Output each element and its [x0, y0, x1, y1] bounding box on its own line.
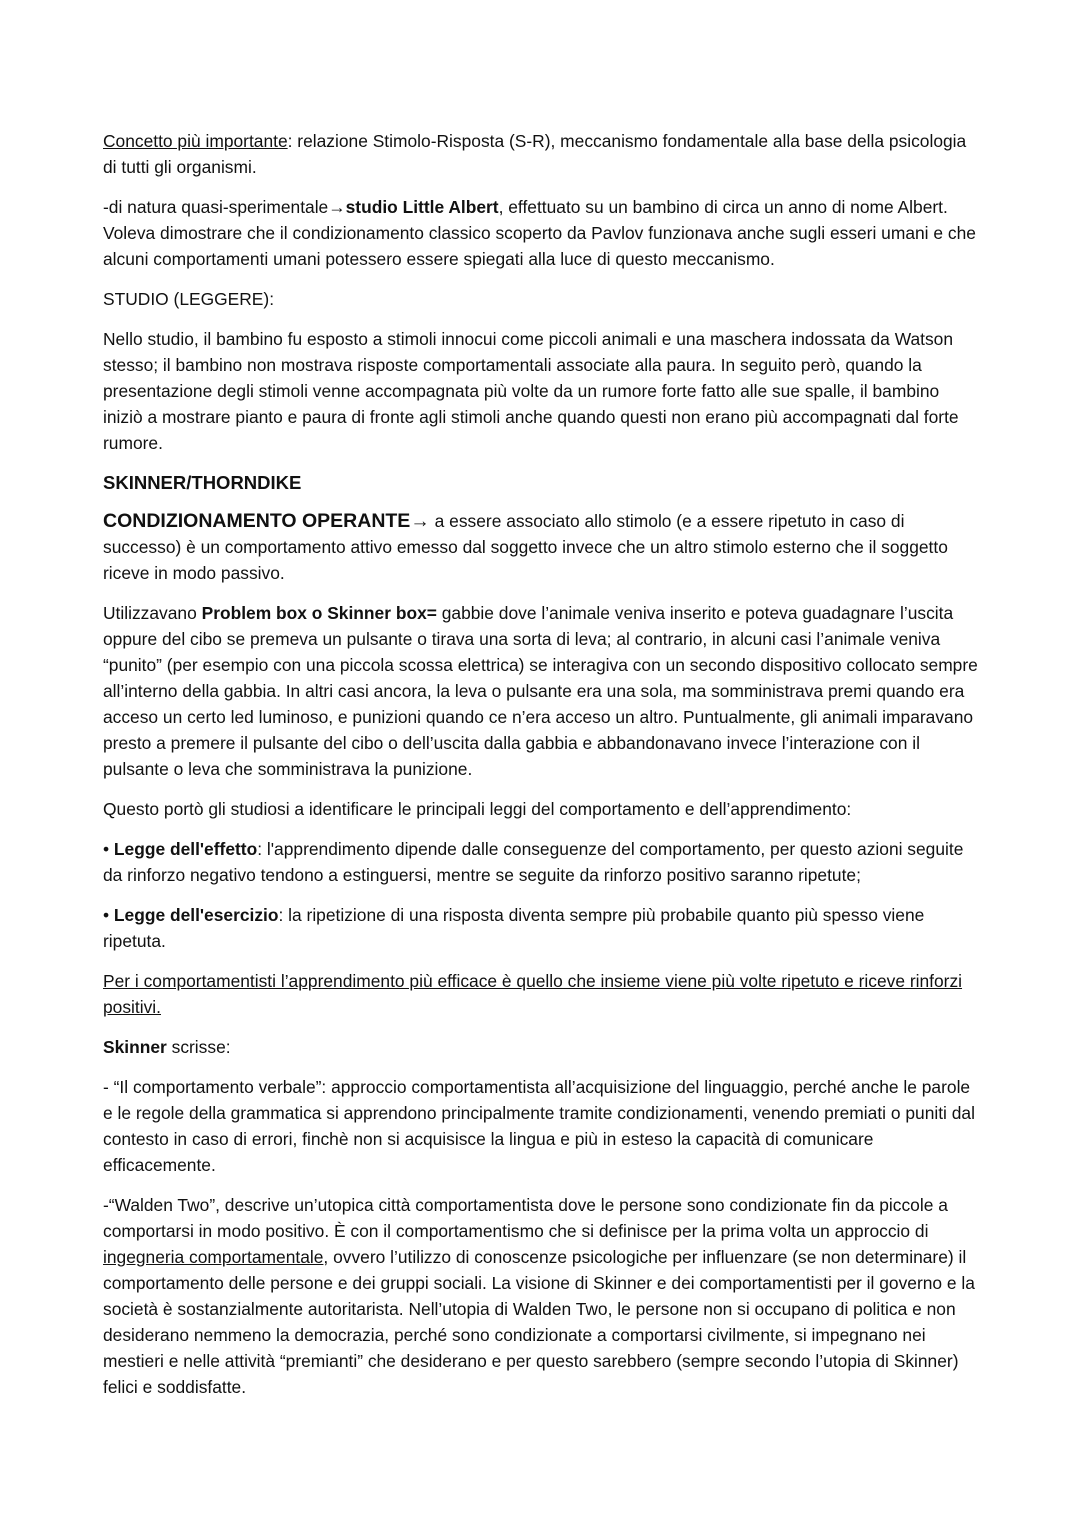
bullet-law-of-effect: [103, 836, 983, 888]
paragraph-study: Nello studio, il bambino fu esposto a stimoli innocui come piccoli animali e una maschera indossata da Watson stesso; il bambino non mostrava risposte comportamentali associate alla paura. In seguito però, quando la presentazione degli stimoli venne accompagnata più volte da un rumore forte fatto alle sue spalle, il bambino iniziò a mostrare pianto e paura di fronte agli stimoli anche quando questi non erano più accompagnati dal forte rumore.: [103, 329, 959, 453]
heading-skinner-thorndike: SKINNER/THORNDIKE: [103, 472, 302, 493]
paragraph-text: scrisse:: [166, 1037, 231, 1057]
underlined-term: Concetto più importante: [103, 131, 288, 151]
bold-term: Legge dell'effetto: [113, 839, 258, 859]
bullet-law-of-exercise: [103, 902, 983, 954]
arrow-icon: →: [410, 510, 430, 532]
paragraph-operant-conditioning: [103, 508, 983, 586]
paragraph-walden-two: [103, 1192, 983, 1400]
paragraph-behaviorist-learning: Per i comportamentisti l’apprendimento più efficace è quello che insieme viene più volte ripetuto e riceve rinforzi positivi.: [103, 971, 963, 1017]
bold-term: Skinner: [103, 1037, 167, 1057]
paragraph-verbal-behavior: - “Il comportamento verbale”: approccio comportamentista all’acquisizione del linguaggio, perché anche le parole e le regole della grammatica si apprendono principalmente tramite condizionamenti, venendo premiati o puniti dal contesto in caso di errori, finchè non si acquisisce la lingua e più in esteso la capacità di comunicare efficacemente.: [103, 1077, 975, 1175]
underlined-term: ingegneria comportamentale: [103, 1247, 324, 1267]
paragraph-text: a essere associato allo stimolo (e a essere ripetuto in caso di successo) è un comportamento attivo emesso dal soggetto invece che un altro stimolo esterno che il soggetto riceve in modo passivo.: [103, 511, 948, 583]
paragraph-text: gabbie dove l’animale veniva inserito e poteva guadagnare l’uscita oppure del cibo se premeva un pulsante o tirava una sorta di leva; al contrario, in alcuni casi l’animale veniva “punito” (per esempio con una piccola scossa elettrica) se interagiva con un secondo dispositivo collocato sempre all’interno della gabbia. In altri casi ancora, la leva o pulsante era una sola, ma somministrava premi quando era acceso un certo led luminoso, e punizioni quando ce n’era acceso un altro. Puntualmente, gli animali imparavano presto a premere il pulsante del cibo o dell’uscita dalla gabbia e abbandonavano invece l’interazione con il pulsante o leva che somministrava la punizione.: [103, 603, 978, 779]
paragraph-little-albert: [103, 194, 983, 272]
bold-term: Problem box o Skinner box=: [201, 603, 437, 623]
paragraph-text: : la ripetizione di una risposta diventa sempre più probabile quanto più spesso viene ripetuta.: [103, 905, 925, 951]
arrow-icon: →: [328, 197, 346, 217]
bold-term: studio Little Albert: [345, 197, 499, 217]
paragraph-skinner-box: [103, 600, 983, 782]
section-label-study: STUDIO (LEGGERE):: [103, 289, 275, 309]
paragraph-text: : relazione Stimolo-Risposta (S-R), meccanismo fondamentale alla base della psicologia di tutti gli organismi.: [103, 131, 967, 177]
paragraph-text: : l'apprendimento dipende dalle conseguenze del comportamento, per questo azioni seguite da rinforzo negativo tendono a estinguersi, mentre se seguite da rinforzo positivo saranno ripetute;: [103, 839, 964, 885]
paragraph-text: , ovvero l’utilizzo di conoscenze psicologiche per influenzare (se non determinare) il comportamento delle persone e dei gruppi sociali. La visione di Skinner e dei comportamentisti per il governo e la società è sostanzialmente autoritarista. Nell’utopia di Walden Two, le persone non si occupano di politica e non desiderano nemmeno la democrazia, perché sono condizionate a comportarsi civilmente, si impegnano nei mestieri e nelle attività “premianti” che desiderano e per questo sarebbero (sempre secondo l’utopia di Skinner) felici e soddisfatte.: [103, 1247, 975, 1397]
document-page: [103, 128, 983, 1414]
paragraph-text: -di natura quasi-sperimentale: [103, 197, 329, 217]
paragraph-skinner-wrote: [103, 1034, 983, 1060]
paragraph-text: -“Walden Two”, descrive un’utopica città comportamentista dove le persone sono condizionate fin da piccole a comportarsi in modo positivo. È con il comportamentismo che si definisce per la prima volta un approccio di: [103, 1195, 948, 1241]
paragraph-text: , effettuato su un bambino di circa un anno di nome Albert. Voleva dimostrare che il condizionamento classico scoperto da Pavlov funzionava anche sugli esseri umani e che alcuni comportamenti umani potessero essere spiegati alla luce di questo meccanismo.: [103, 197, 976, 269]
bold-term: Legge dell'esercizio: [113, 905, 279, 925]
paragraph-main-concept: [103, 128, 983, 180]
bullet-icon: •: [103, 905, 114, 925]
bullet-icon: •: [103, 839, 114, 859]
bold-term: CONDIZIONAMENTO OPERANTE: [103, 510, 411, 532]
paragraph-text: Utilizzavano: [103, 603, 202, 623]
paragraph-laws-intro: Questo portò gli studiosi a identificare le principali leggi del comportamento e dell’apprendimento:: [103, 799, 852, 819]
